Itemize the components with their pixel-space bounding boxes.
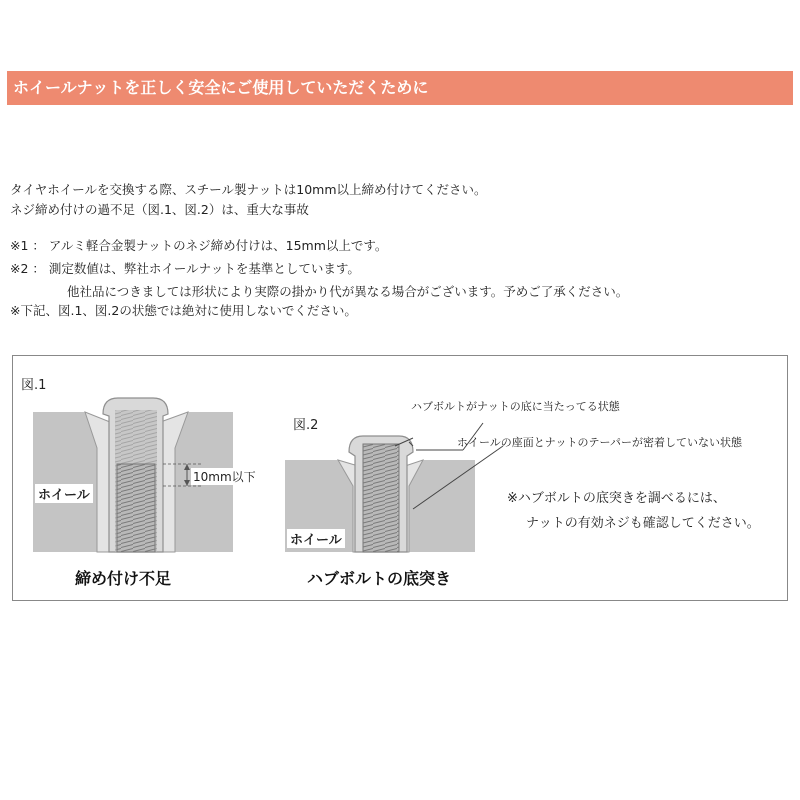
figure-2-note-line-2: ナットの有効ネジも確認してください。 xyxy=(526,516,760,531)
figure-2-note-line-1: ※ハブボルトの底突きを調べるには、 xyxy=(507,491,726,506)
figure-1-label: 図.1 xyxy=(21,378,47,393)
note-1: ※1 ： アルミ軽合金製ナットのネジ締め付けは、15mm以上です。 xyxy=(10,238,388,253)
note-2: ※2 ： 測定数値は、弊社ホイールナットを基準としています。 xyxy=(10,261,360,276)
figure-1-dimension: 10mm以下 xyxy=(193,470,256,484)
note-warning: ※下記、図.1、図.2の状態では絶対に使用しないでください。 xyxy=(10,303,357,318)
figure-1-caption: 締め付け不足 xyxy=(75,569,172,588)
figure-panel xyxy=(12,355,788,601)
figure-1-wheel-label: ホイール xyxy=(35,484,93,503)
annotation-taper-gap: ホイールの座面とナットのテーパーが密着していない状態 xyxy=(457,436,743,449)
figure-2-wheel-label: ホイール xyxy=(287,529,345,548)
section-header-banner xyxy=(7,71,793,105)
intro-line-2: ネジ締め付けの過不足（図.1、図.2）は、重大な事故 xyxy=(10,202,309,217)
annotation-bolt-bottom-out: ハブボルトがナットの底に当たってる状態 xyxy=(411,400,620,413)
figure-2-caption: ハブボルトの底突き xyxy=(307,569,452,588)
intro-line-1: タイヤホイールを交換する際、スチール製ナットは10mm以上締め付けてください。 xyxy=(10,182,487,197)
figure-2-label: 図.2 xyxy=(293,418,319,433)
section-title: ホイールナットを正しく安全にご使用していただくために xyxy=(13,78,429,97)
note-2-continued: 他社品につきましては形状により実際の掛かり代が異なる場合がございます。予めご了承ください。 xyxy=(67,284,629,299)
